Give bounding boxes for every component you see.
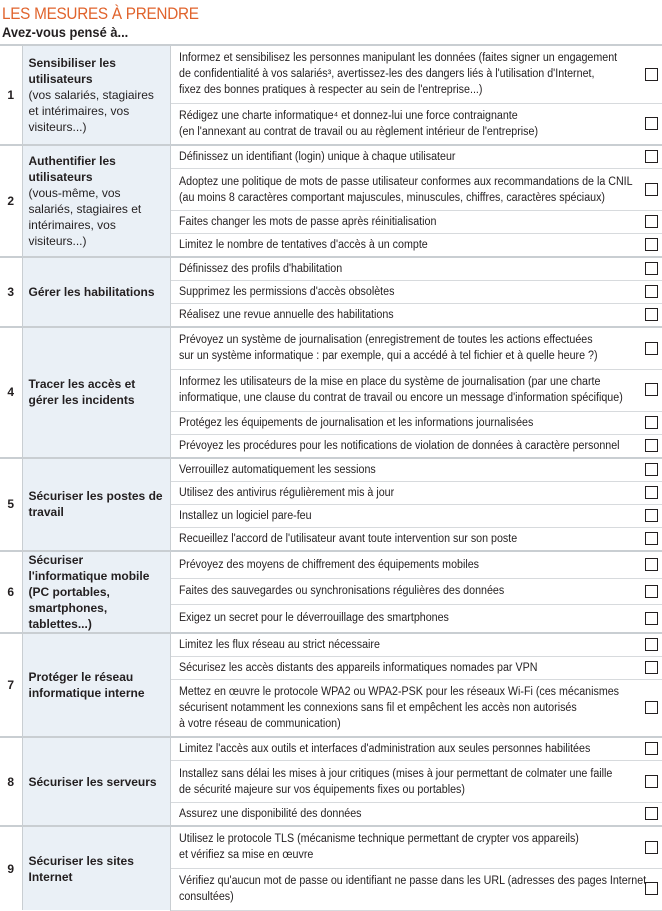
action-text-line: sur un système informatique : par exemple, qui a accédé à tel fichier et à quelle heure ?): [178, 350, 598, 363]
action-text-cell: [170, 551, 640, 579]
action-text-line: Verrouillez automatiquement les sessions: [178, 463, 376, 476]
checkbox[interactable]: [645, 638, 658, 651]
checklist-row: [0, 633, 662, 657]
checklist-row: [0, 257, 662, 281]
action-text-line: Recueillez l'accord de l'utilisateur avant toute intervention sur son poste: [178, 532, 517, 545]
checkbox-cell: [640, 145, 662, 169]
group-theme-cell: [22, 145, 170, 257]
action-text-line: Limitez l'accès aux outils et interfaces d'administration aux seules personnes habilitées: [178, 743, 590, 755]
checkbox-cell: [640, 803, 662, 827]
checkbox[interactable]: [645, 585, 658, 598]
group-number: 1: [0, 45, 22, 145]
action-text-line: Prévoyez des moyens de chiffrement des équipements mobiles: [178, 558, 479, 571]
action-text-line: de sécurité majeure sur vos équipements fixes ou portables): [178, 783, 465, 796]
group-theme-title: Gérer les habilitations: [28, 285, 155, 299]
checkbox[interactable]: [645, 285, 658, 298]
group-theme-cell: [22, 458, 170, 551]
action-text-cell: [170, 458, 640, 482]
checkbox-cell: [640, 327, 662, 369]
action-text-line: (en l'annexant au contrat de travail ou au règlement intérieur de l'entreprise): [178, 125, 538, 138]
group-theme-title: Sécuriser les serveurs: [28, 774, 157, 789]
action-text-cell: [170, 327, 640, 369]
checkbox-cell: [640, 411, 662, 434]
action-text-line: sécurisent notamment les connexions sans fil et empêchent les accès non autorisés: [178, 701, 577, 714]
checkbox[interactable]: [645, 463, 658, 476]
checkbox-cell: [640, 458, 662, 482]
checkbox-cell: [640, 281, 662, 304]
group-theme-title: Sécuriser les postes de travail: [28, 489, 163, 519]
action-text-cell: [170, 169, 640, 211]
page-title: LES MESURES À PRENDRE: [2, 4, 199, 23]
group-number: 3: [0, 257, 22, 327]
group-number: 6: [0, 551, 22, 633]
action-text-cell: [170, 679, 640, 737]
checkbox[interactable]: [645, 215, 658, 228]
group-theme-cell: [22, 327, 170, 458]
action-text-cell: [170, 369, 640, 411]
group-theme-cell: [22, 737, 170, 826]
group-theme-cell: [22, 45, 170, 145]
checkbox[interactable]: [645, 509, 658, 522]
checklist-row: [0, 737, 662, 761]
action-text-line: Vérifiez qu'aucun mot de passe ou identifiant ne passe dans les URL (adresses des pages Internet: [178, 875, 646, 887]
action-text-line: informatique, une clause du contrat de travail ou encore un message d'information spécifique): [178, 392, 623, 404]
action-text-line: Définissez un identifiant (login) unique à chaque utilisateur: [178, 151, 455, 163]
action-text-line: Limitez les flux réseau au strict nécessaire: [178, 638, 380, 651]
action-text-line: Exigez un secret pour le déverrouillage des smartphones: [178, 612, 449, 625]
checkbox[interactable]: [645, 238, 658, 251]
action-text-cell: [170, 45, 640, 103]
action-text-cell: [170, 826, 640, 868]
checkbox-cell: [640, 737, 662, 761]
group-theme-title: Sensibiliser les utilisateurs: [28, 56, 116, 86]
action-text-cell: [170, 257, 640, 281]
group-theme-cell: [22, 633, 170, 738]
checkbox[interactable]: [645, 841, 658, 854]
action-text-line: Réalisez une revue annuelle des habilitations: [178, 309, 394, 321]
checkbox[interactable]: [645, 807, 658, 820]
action-text-cell: [170, 434, 640, 458]
action-text-line: Informez et sensibilisez les personnes manipulant les données (faites signer un engagement: [178, 52, 617, 65]
action-text-line: Adoptez une politique de mots de passe utilisateur conformes aux recommandations de la CNIL: [178, 175, 633, 188]
group-theme-cell: [22, 826, 170, 910]
checkbox-cell: [640, 551, 662, 579]
checkbox[interactable]: [645, 342, 658, 355]
action-text-cell: [170, 633, 640, 657]
group-theme-title: Sécuriser les sites Internet: [28, 853, 134, 884]
action-text-line: de confidentialité à vos salariés³, avertissez-les des dangers liés à l'utilisation d'Internet,: [178, 68, 594, 81]
page-subtitle: Avez-vous pensé à...: [2, 24, 129, 40]
action-text-line: Sécurisez les accès distants des appareils informatiques nomades par VPN: [178, 661, 537, 674]
action-text-line: Limitez le nombre de tentatives d'accès à un compte: [178, 239, 428, 251]
checkbox-cell: [640, 656, 662, 679]
group-number: 8: [0, 737, 22, 826]
group-number: 5: [0, 458, 22, 551]
action-text-line: Utilisez le protocole TLS (mécanisme technique permettant de crypter vos appareils): [178, 833, 579, 846]
action-text-line: Faites des sauvegardes ou synchronisations régulières des données: [178, 585, 504, 598]
checkbox-cell: [640, 578, 662, 605]
action-text-line: Mettez en œuvre le protocole WPA2 ou WPA2-PSK pour les réseaux Wi-Fi (ces mécanismes: [178, 685, 619, 698]
action-text-cell: [170, 656, 640, 679]
checkbox[interactable]: [645, 183, 658, 196]
action-text-line: Installez un logiciel pare-feu: [178, 509, 312, 522]
checkbox-cell: [640, 304, 662, 328]
checklist-row: [0, 45, 662, 103]
action-text-cell: [170, 504, 640, 527]
checklist-row: [0, 458, 662, 482]
action-text-cell: [170, 411, 640, 434]
checkbox[interactable]: [645, 701, 658, 714]
action-text-line: fixez des bonnes pratiques à respecter au sein de l'entreprise...): [178, 84, 482, 97]
checkbox-cell: [640, 234, 662, 258]
checkbox[interactable]: [645, 775, 658, 788]
action-text-cell: [170, 527, 640, 551]
action-text-cell: [170, 761, 640, 803]
checkbox-cell: [640, 211, 662, 234]
action-text-line: Utilisez des antivirus régulièrement mis à jour: [178, 486, 394, 499]
action-text-line: Supprimez les permissions d'accès obsolètes: [178, 286, 394, 298]
checkbox[interactable]: [645, 439, 658, 452]
group-theme-detail: (vous-même, vos salariés, stagiaires et intérimaires, vos visiteurs...): [28, 186, 142, 248]
checkbox[interactable]: [645, 486, 658, 499]
checkbox[interactable]: [645, 308, 658, 321]
checkbox-cell: [640, 504, 662, 527]
action-text-cell: [170, 803, 640, 827]
action-text-cell: [170, 103, 640, 145]
checkbox[interactable]: [645, 742, 658, 755]
action-text-cell: [170, 605, 640, 633]
checkbox-cell: [640, 605, 662, 633]
group-number: 7: [0, 633, 22, 738]
checkbox[interactable]: [645, 416, 658, 429]
action-text-line: Prévoyez un système de journalisation (enregistrement de toutes les actions effectuées: [178, 334, 593, 347]
action-text-line: Prévoyez les procédures pour les notifications de violation de données à caractère personnel: [178, 439, 620, 452]
checkbox[interactable]: [645, 383, 658, 396]
action-text-cell: [170, 304, 640, 328]
action-text-line: et vérifiez sa mise en œuvre: [178, 849, 313, 862]
checkbox[interactable]: [645, 882, 658, 895]
group-theme-title: Protéger le réseau informatique interne: [28, 669, 145, 700]
group-theme-detail: (vos salariés, stagiaires et intérimaires, vos visiteurs...): [28, 88, 154, 134]
action-text-line: (au moins 8 caractères comportant majuscules, minuscules, chiffres, caractères spéciaux): [178, 191, 605, 204]
checklist-row: [0, 551, 662, 579]
group-theme-title: Sécuriser l'informatique mobile (PC portables, smartphones, tablettes...): [28, 552, 150, 631]
action-text-line: Informez les utilisateurs de la mise en place du système de journalisation (par une charte: [178, 376, 600, 388]
checkbox-cell: [640, 633, 662, 657]
checklist-row: [0, 327, 662, 369]
checkbox-cell: [640, 527, 662, 551]
checkbox[interactable]: [645, 68, 658, 81]
checkbox[interactable]: [645, 532, 658, 545]
action-text-line: Définissez des profils d'habilitation: [178, 263, 342, 275]
group-theme-cell: [22, 551, 170, 633]
group-theme-cell: [22, 257, 170, 327]
checkbox-cell: [640, 169, 662, 211]
checkbox[interactable]: [645, 558, 658, 571]
action-text-cell: [170, 578, 640, 605]
checkbox-cell: [640, 679, 662, 737]
checkbox-cell: [640, 826, 662, 868]
action-text-cell: [170, 868, 646, 910]
action-text-line: Protégez les équipements de journalisation et les informations journalisées: [178, 416, 533, 429]
action-text-line: Installez sans délai les mises à jour critiques (mises à jour permettant de colmater une faille: [178, 767, 612, 780]
action-text-line: Faites changer les mots de passe après réinitialisation: [178, 216, 436, 228]
action-text-cell: [170, 481, 640, 504]
checkbox[interactable]: [645, 661, 658, 674]
action-text-cell: [170, 281, 640, 304]
action-text-line: Assurez une disponibilité des données: [178, 808, 362, 820]
group-number: 2: [0, 145, 22, 257]
action-text-line: Rédigez une charte informatique⁴ et donnez-lui une force contraignante: [178, 109, 518, 122]
checkbox[interactable]: [645, 117, 658, 130]
checklist-row: [0, 826, 662, 868]
action-text-cell: [170, 737, 640, 761]
checkbox-cell: [640, 103, 662, 145]
checkbox[interactable]: [645, 262, 658, 275]
action-text-line: à votre réseau de communication): [178, 717, 341, 730]
group-theme-title: Authentifier les utilisateurs: [28, 154, 116, 184]
group-theme-title: Tracer les accès et gérer les incidents: [28, 377, 136, 408]
checkbox-cell: [640, 481, 662, 504]
group-number: 4: [0, 327, 22, 458]
group-number: 9: [0, 826, 22, 910]
checkbox-cell: [640, 369, 662, 411]
checkbox[interactable]: [645, 150, 658, 163]
checkbox-cell: [640, 434, 662, 458]
measures-checklist-table: [0, 44, 662, 911]
action-text-cell: [170, 145, 640, 169]
checkbox-cell: [640, 45, 662, 103]
checklist-row: [0, 145, 662, 169]
checkbox-cell: [640, 257, 662, 281]
action-text-line: consultées): [178, 891, 234, 903]
checkbox-cell: [640, 761, 662, 803]
action-text-cell: [170, 234, 640, 258]
checkbox[interactable]: [645, 612, 658, 625]
action-text-cell: [170, 211, 640, 234]
